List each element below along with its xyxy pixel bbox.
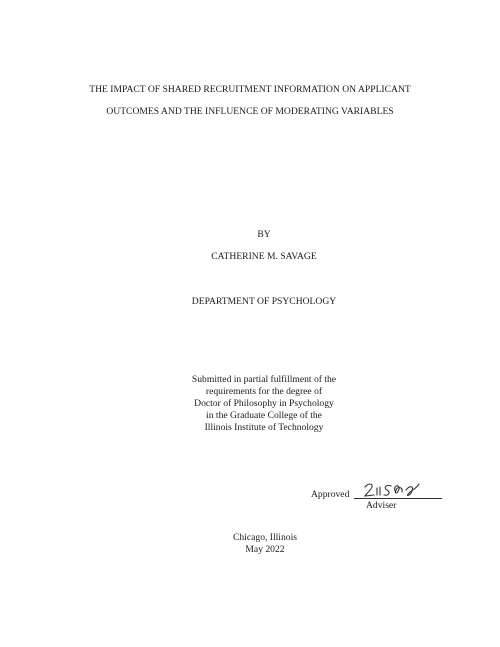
author-name: CATHERINE M. SAVAGE [211, 251, 317, 262]
byline: BY [257, 229, 271, 240]
approval-block [310, 478, 450, 514]
signature-line [354, 498, 442, 499]
submission-line: Doctor of Philosophy in Psychology [194, 398, 334, 409]
adviser-signature [362, 478, 422, 500]
submission-statement [0, 374, 500, 434]
submission-line: requirements for the degree of [205, 386, 323, 397]
place-and-date [0, 532, 500, 556]
title-line-2: OUTCOMES AND THE INFLUENCE OF MODERATING VARIABLES [106, 106, 394, 117]
adviser-label: Adviser [366, 500, 397, 511]
submission-line: in the Graduate College of the [206, 410, 322, 421]
title-line-1: THE IMPACT OF SHARED RECRUITMENT INFORMATION ON APPLICANT [89, 84, 411, 95]
approved-label: Approved [311, 489, 350, 500]
submission-line: Submitted in partial fulfillment of the [191, 374, 337, 385]
department-name: DEPARTMENT OF PSYCHOLOGY [191, 296, 337, 307]
location: Chicago, Illinois [233, 532, 297, 543]
submission-line: Illinois Institute of Technology [204, 422, 324, 433]
date: May 2022 [245, 544, 285, 555]
